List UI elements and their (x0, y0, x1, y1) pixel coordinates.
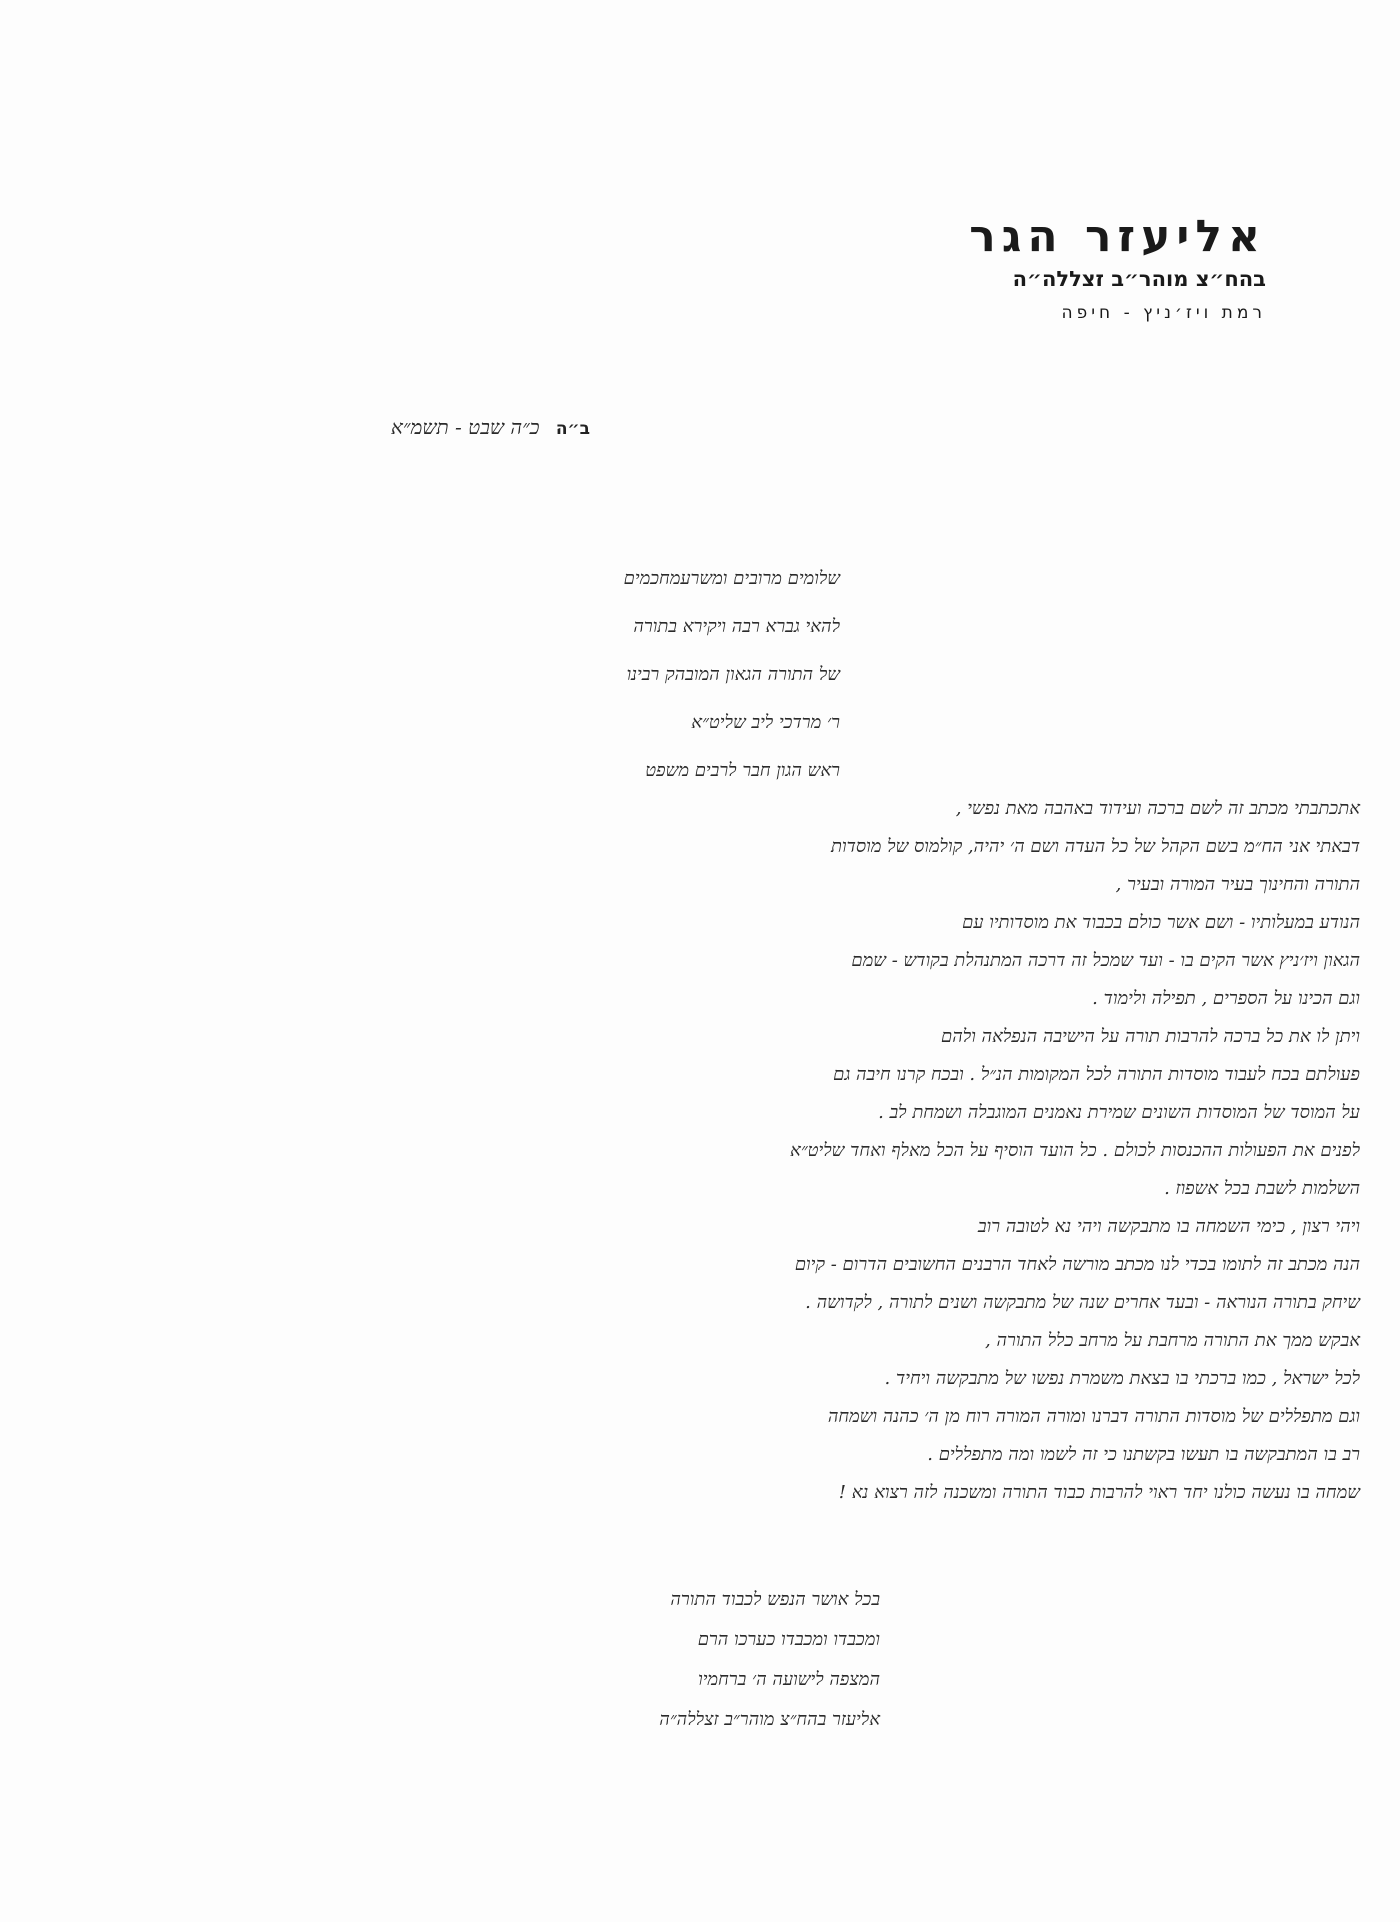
address-line: ר׳ מרדכי ליב שליט״א (691, 712, 840, 733)
body-line: וגם מתפללים של מוסדות התורה דברנו ומורה המורה רוח מן ה׳ כהנה ושמחה (827, 1406, 1360, 1427)
date-line (391, 415, 590, 440)
letterhead-title: בהח״צ מוהר״ב זצללה״ה (1012, 267, 1266, 291)
address-line: של התורה הגאון המובהק רבינו (626, 664, 840, 685)
body-line: פעולתם בכח לעבוד מוסדות התורה לכל המקומות הנ״ל . ובכח קרנו חיבה גם (833, 1064, 1360, 1085)
closing-line: המצפה לישועה ה׳ ברחמיו (698, 1669, 880, 1690)
body-line: הגאון ויז׳ניץ אשר הקים בו - ועד שמכל זה דרכה המתנהלת בקודש - שמם (851, 950, 1360, 971)
body-line: ויתן לו את כל ברכה להרבות תורה על הישיבה הנפלאה ולהם (941, 1026, 1360, 1047)
closing-line: בכל אושר הנפש לכבוד התורה (670, 1589, 880, 1610)
address-line: שלומים מרובים ומשרעמחכמים (623, 568, 840, 589)
body-line: אבקש ממך את התורה מרחבת על מרחב כלל התורה , (985, 1330, 1360, 1351)
body-line: שיחק בתורה הנוראה - ובעד אחרים שנה של מתבקשה ושנים לתורה , לקדושה . (805, 1292, 1360, 1313)
letter-closing (659, 1580, 880, 1740)
address-line: ראש הגון חבר לרבים משפט (645, 760, 840, 781)
body-line: רב בו המתבקשה בו תעשו בקשתנו כי זה לשמו ומה מתפללים . (927, 1444, 1360, 1465)
closing-line: ומכבדו ומכבדו כערכו הרם (697, 1629, 880, 1650)
body-line: שמחה בו נעשה כולנו יחד ראוי להרבות כבוד התורה ומשכנה לזה רצוא נא ! (838, 1482, 1360, 1503)
date-handwritten: כ״ה שבט - תשמ״א (390, 415, 540, 439)
body-line: דבאתי אני הח״מ בשם הקהל של כל העדה ושם ה׳ יהיה, קולמוס של מוסדות (831, 836, 1360, 857)
signature-line: אליעזר בהח״צ מוהר״ב זצללה״ה (659, 1709, 880, 1730)
body-line: ויהי רצון , כימי השמחה בו מתבקשה ויהי נא לטובה רוב (977, 1216, 1360, 1237)
body-line: אתכתבתי מכתב זה לשם ברכה ועידוד באהבה מאת נפשי , (955, 798, 1360, 819)
body-line: הנה מכתב זה לתומו בכדי לנו מכתב מורשה לאחד הרבנים החשובים הדרום - קיום (794, 1254, 1360, 1275)
recipient-address-block (624, 555, 840, 795)
letterhead-name: אליעזר הגר (969, 211, 1266, 262)
body-line: הנודע במעלותיו - ושם אשר כולם בכבוד את מוסדותיו עם (962, 912, 1360, 933)
letterhead-address: רמת ויז׳ניץ - חיפה (1061, 303, 1266, 323)
letterhead (846, 212, 1266, 328)
address-line: להאי גברא רבה ויקירא בתורה (633, 616, 840, 637)
letter-body (790, 790, 1360, 1512)
body-line: השלמות לשבת בכל אשפוז . (1164, 1178, 1360, 1199)
body-line: לכל ישראל , כמו ברכתי בו בצאת משמרת נפשו של מתבקשה ויחיד . (884, 1368, 1360, 1389)
body-line: התורה והחינוך בעיר המורה ובעיר , (1115, 874, 1360, 895)
date-printed-mark: ב״ה (555, 419, 590, 439)
body-line: לפנים את הפעולות ההכנסות לכולם . כל הועד הוסיף על הכל מאלף ואחד שליט״א (790, 1140, 1360, 1161)
body-line: על המוסד של המוסדות השונים שמירת נאמנים המוגבלה ושמחת לב . (878, 1102, 1360, 1123)
body-line: וגם הכינו על הספרים , תפילה ולימוד . (1092, 988, 1360, 1009)
